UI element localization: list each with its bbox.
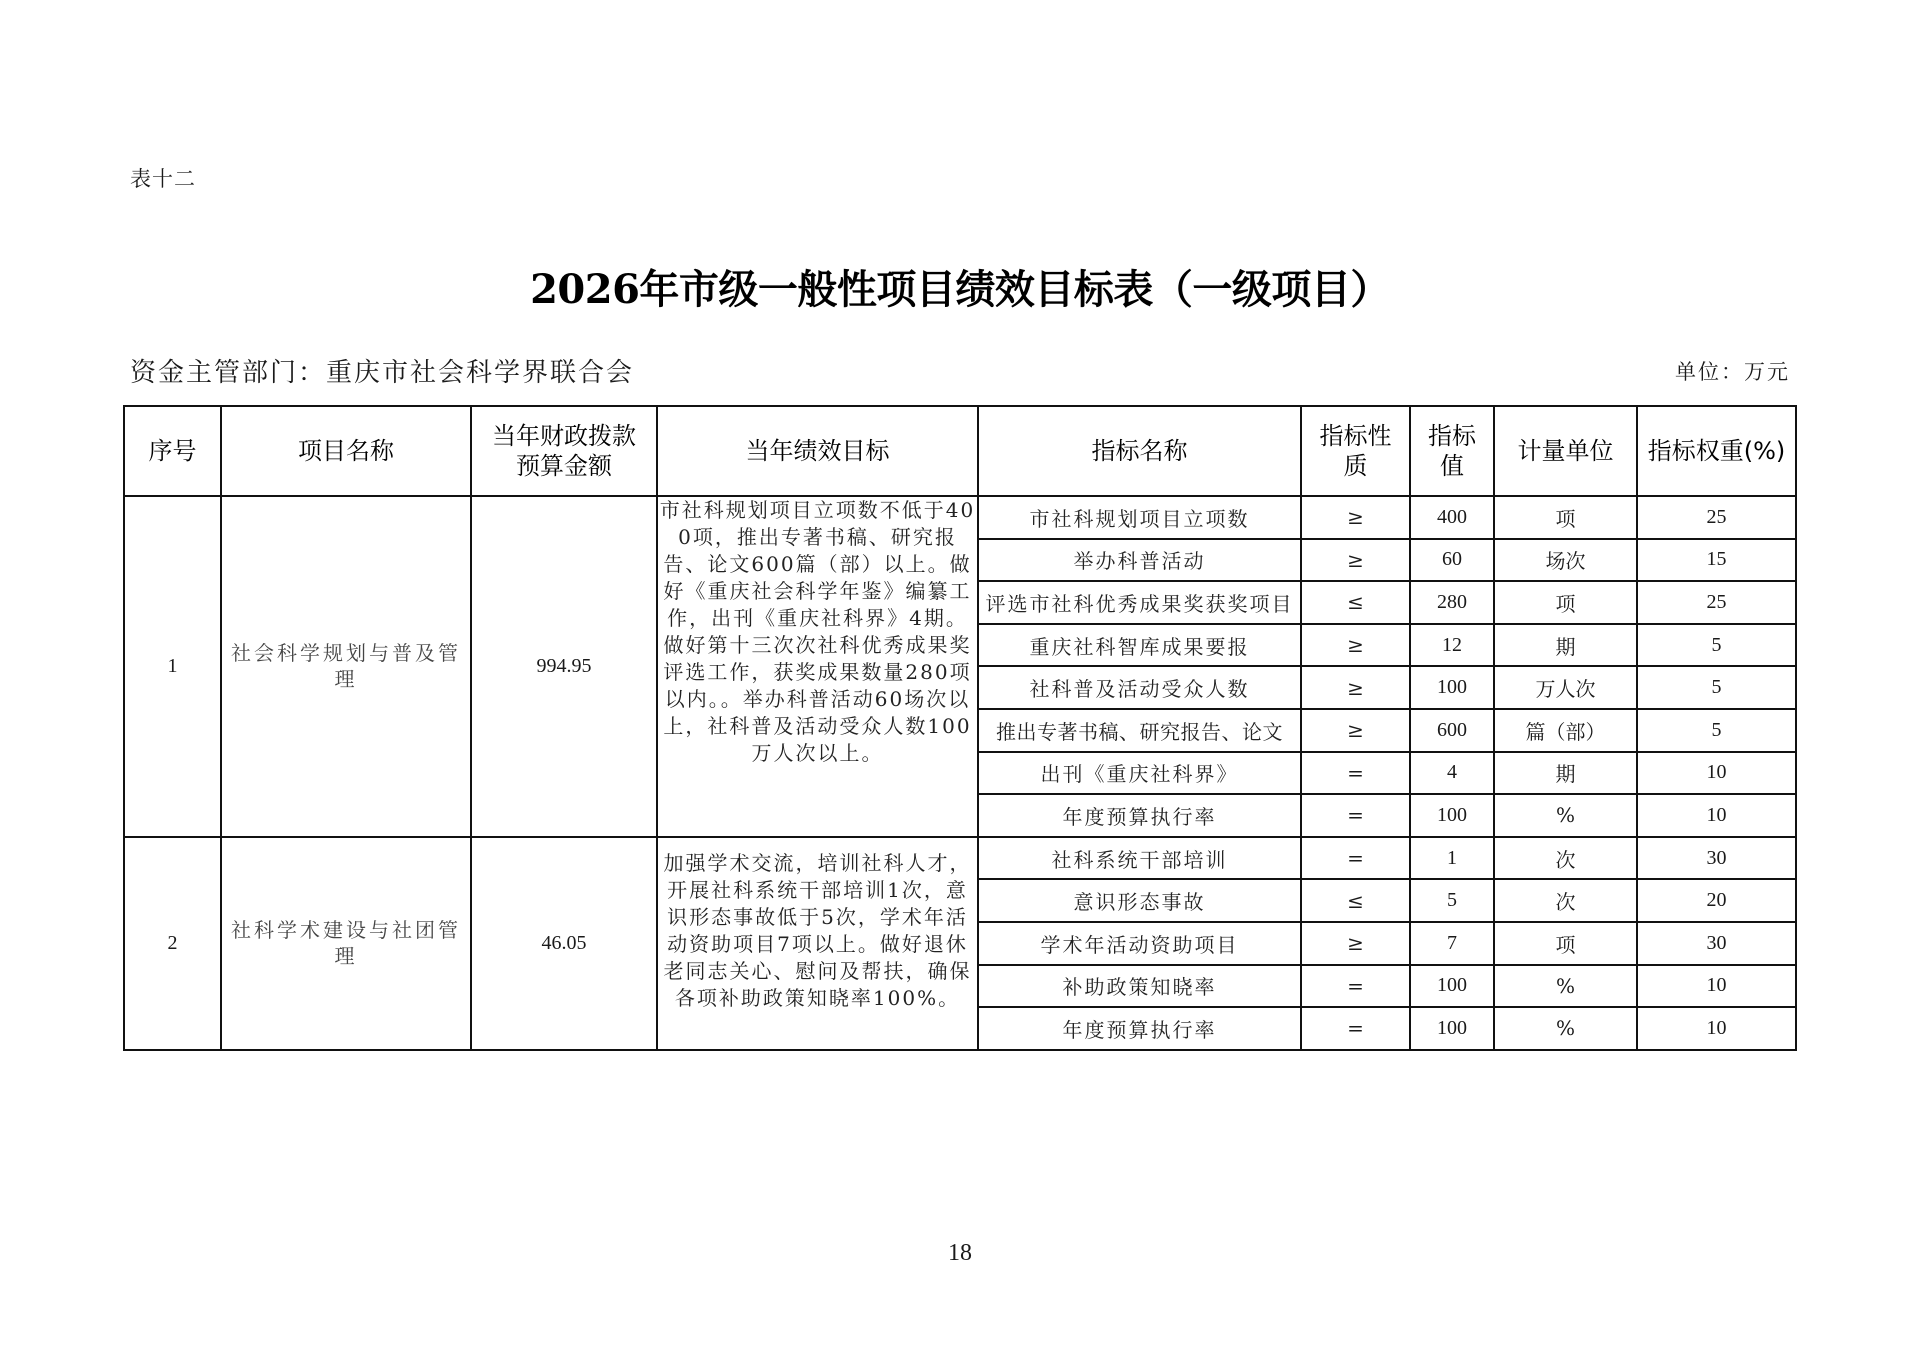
indicator-weight: 25 [1637,581,1796,624]
indicator-name: 重庆社科智库成果要报 [978,624,1301,667]
indicator-weight: 10 [1637,1007,1796,1050]
indicator-unit: 次 [1494,837,1637,880]
indicator-nature: ≥ [1301,539,1410,582]
indicator-value: 100 [1410,666,1494,709]
indicator-name: 补助政策知晓率 [978,965,1301,1008]
department-label: 资金主管部门：重庆市社会科学界联合会 [130,358,635,388]
indicator-value: 5 [1410,879,1494,922]
performance-target-table [123,405,1797,1051]
project-name: 社科学术建设与社团管理 [221,837,471,1050]
indicator-unit: 场次 [1494,539,1637,582]
indicator-weight: 10 [1637,794,1796,837]
header-row [124,406,1796,496]
indicator-value: 280 [1410,581,1494,624]
project-budget: 994.95 [471,496,657,837]
indicator-weight: 25 [1637,496,1796,539]
indicator-weight: 5 [1637,624,1796,667]
header-budget: 当年财政拨款预算金额 [471,406,657,496]
indicator-unit: % [1494,1007,1637,1050]
indicator-name: 推出专著书稿、研究报告、论文 [978,709,1301,752]
indicator-name: 举办科普活动 [978,539,1301,582]
indicator-value: 4 [1410,752,1494,795]
indicator-value: 600 [1410,709,1494,752]
indicator-weight: 10 [1637,965,1796,1008]
indicator-nature: ≥ [1301,624,1410,667]
header-goal: 当年绩效目标 [657,406,978,496]
indicator-value: 400 [1410,496,1494,539]
indicator-unit: 期 [1494,624,1637,667]
table-number-label: 表十二 [130,167,196,191]
indicator-nature: ≤ [1301,879,1410,922]
indicator-weight: 30 [1637,922,1796,965]
indicator-name: 年度预算执行率 [978,1007,1301,1050]
indicator-weight: 20 [1637,879,1796,922]
indicator-unit: 项 [1494,496,1637,539]
indicator-name: 市社科规划项目立项数 [978,496,1301,539]
project-seq: 1 [124,496,221,837]
header-indicator-nature: 指标性质 [1301,406,1410,496]
indicator-weight: 10 [1637,752,1796,795]
indicator-name: 社科系统干部培训 [978,837,1301,880]
header-project-name: 项目名称 [221,406,471,496]
project-goal: 市社科规划项目立项数不低于400项，推出专著书稿、研究报告、论文600篇（部）以上。做好《重庆社会科学年鉴》编纂工作，出刊《重庆社科界》4期。做好第十三次次社科优秀成果奖评选工作，获奖成果数量280项以内。。举办科普活动60场次以上，社科普及活动受众人数100万人次以上。 [657,496,978,837]
indicator-name: 出刊《重庆社科界》 [978,752,1301,795]
indicator-unit: 项 [1494,922,1637,965]
indicator-nature: = [1301,752,1410,795]
indicator-value: 12 [1410,624,1494,667]
indicator-value: 100 [1410,794,1494,837]
indicator-weight: 5 [1637,666,1796,709]
indicator-unit: % [1494,965,1637,1008]
indicator-name: 意识形态事故 [978,879,1301,922]
header-seq: 序号 [124,406,221,496]
indicator-nature: ≥ [1301,496,1410,539]
table-row [124,837,1796,880]
indicator-name: 评选市社科优秀成果奖获奖项目 [978,581,1301,624]
indicator-unit: 次 [1494,879,1637,922]
table-row [124,496,1796,539]
indicator-unit: 万人次 [1494,666,1637,709]
indicator-name: 学术年活动资助项目 [978,922,1301,965]
indicator-nature: = [1301,1007,1410,1050]
indicator-unit: 期 [1494,752,1637,795]
indicator-unit: % [1494,794,1637,837]
indicator-value: 100 [1410,965,1494,1008]
page-title: 2026年市级一般性项目绩效目标表（一级项目） [530,266,1390,313]
indicator-unit: 项 [1494,581,1637,624]
indicator-value: 7 [1410,922,1494,965]
unit-label: 单位：万元 [1675,360,1790,384]
indicator-weight: 5 [1637,709,1796,752]
indicator-nature: = [1301,837,1410,880]
indicator-nature: = [1301,794,1410,837]
indicator-weight: 15 [1637,539,1796,582]
project-seq: 2 [124,837,221,1050]
indicator-name: 年度预算执行率 [978,794,1301,837]
indicator-nature: = [1301,965,1410,1008]
project-budget: 46.05 [471,837,657,1050]
indicator-value: 100 [1410,1007,1494,1050]
indicator-name: 社科普及活动受众人数 [978,666,1301,709]
indicator-value: 1 [1410,837,1494,880]
page-number: 18 [948,1240,972,1266]
indicator-weight: 30 [1637,837,1796,880]
indicator-nature: ≥ [1301,666,1410,709]
indicator-nature: ≥ [1301,709,1410,752]
indicator-unit: 篇（部） [1494,709,1637,752]
project-name: 社会科学规划与普及管理 [221,496,471,837]
header-weight: 指标权重(%) [1637,406,1796,496]
header-indicator-value: 指标值 [1410,406,1494,496]
header-unit: 计量单位 [1494,406,1637,496]
indicator-nature: ≥ [1301,922,1410,965]
header-indicator-name: 指标名称 [978,406,1301,496]
indicator-value: 60 [1410,539,1494,582]
indicator-nature: ≤ [1301,581,1410,624]
project-goal: 加强学术交流，培训社科人才，开展社科系统干部培训1次，意识形态事故低于5次，学术年活动资助项目7项以上。做好退休老同志关心、慰问及帮扶，确保各项补助政策知晓率100%。 [657,837,978,1050]
